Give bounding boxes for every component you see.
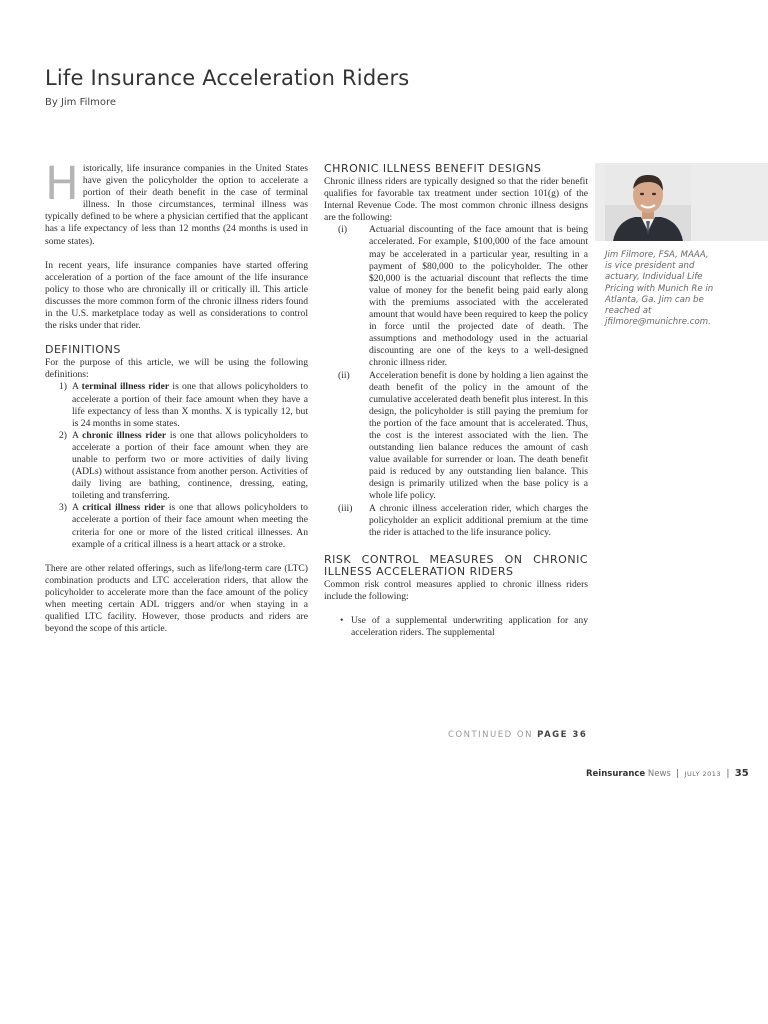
intro-paragraph-2: In recent years, life insurance companies have started offering acceleration of a portion of the face amount of the life insurance policy to those who are chronically ill or critically ill. This article discusses the more common form of the chronic illness riders found in the U.S. marketplace today as well as considerations to control the risks under that rider. xyxy=(45,259,308,332)
column-right xyxy=(324,163,588,639)
continued-page: PAGE 36 xyxy=(537,730,588,740)
footer-date: JULY 2013 xyxy=(684,770,722,778)
definition-number: 1) xyxy=(59,381,67,393)
definitions-list xyxy=(45,381,308,550)
definition-article: A xyxy=(72,381,82,393)
definitions-intro: For the purpose of this article, we will be using the following definitions: xyxy=(45,357,308,381)
definition-article: A xyxy=(72,502,83,514)
definitions-heading: DEFINITIONS xyxy=(45,343,121,357)
author-portrait-image xyxy=(605,165,691,241)
drop-cap: H xyxy=(45,157,79,210)
article-title: Life Insurance Acceleration Riders xyxy=(45,66,410,90)
design-item xyxy=(324,224,588,369)
risk-heading: RISK CONTROL MEASURES ON CHRONIC ILLNESS ACCELERATION RIDERS xyxy=(324,552,588,578)
definition-text: is one that allows policyholders to accelerate a portion of their face amount when they have a life expectancy of less than X months. X is typically 12, but is 24 months in some states. xyxy=(72,381,308,429)
definition-term: critical illness rider xyxy=(82,502,165,514)
risk-intro: Common risk control measures applied to chronic illness riders include the following: xyxy=(324,578,588,602)
design-text: Actuarial discounting of the face amount that is being accelerated. For example, $100,000 of the face amount may be accelerated in a particular year, resulting in a payment of $80,000 to the policyholder. The other $20,000 is the actuarial discount that reflects the time value of money for the benefit being paid early along with the premiums associated with the accelerated amount that would have been required to keep the policy in force until the projected date of death. The assumptions and methodology used in the actuarial discounting are one of the keys to a well-designed chronic illness rider. xyxy=(369,224,588,369)
definition-article: A xyxy=(72,429,83,441)
footer-separator: | xyxy=(726,769,730,779)
risk-bullet-text: Use of a supplemental underwriting application for any acceleration riders. The supplemental xyxy=(351,615,588,639)
footer-separator: | xyxy=(676,769,680,779)
risk-list xyxy=(324,615,588,639)
definition-item xyxy=(45,430,308,503)
definition-item xyxy=(45,381,308,429)
design-item xyxy=(324,503,588,539)
page-footer xyxy=(586,768,749,779)
byline: By Jim Filmore xyxy=(45,97,117,108)
closing-paragraph: There are other related offerings, such as life/long-term care (LTC) combination products and LTC acceleration riders, that allow the policyholder to accelerate more than the face amount of the policy when meeting certain ADL triggers and/or when staying in a qualified LTC facility. However, those products and riders are beyond the scope of this article. xyxy=(45,562,308,635)
definition-term: terminal illness rider xyxy=(81,381,170,393)
designs-intro: Chronic illness riders are typically designed so that the rider benefit qualifies for favorable tax treatment under section 101(g) of the Internal Revenue Code. The most common chronic illness designs are the following: xyxy=(324,176,588,224)
definition-item xyxy=(45,502,308,550)
intro-paragraph-1 xyxy=(45,157,308,248)
design-marker: (ii) xyxy=(338,369,350,381)
designs-heading: CHRONIC ILLNESS BENEFIT DESIGNS xyxy=(324,162,542,175)
column-left xyxy=(45,157,308,647)
design-item xyxy=(324,370,588,503)
continued-notice xyxy=(448,730,587,740)
definition-text: is one that allows policyholders to accelerate a portion of their face amount when meeting the criteria for one or more of the listed critical illnesses. An example of a critical illness is a heart attack or a stroke. xyxy=(72,502,308,550)
definition-number: 2) xyxy=(59,429,67,441)
page-number: 35 xyxy=(734,768,749,779)
design-marker: (iii) xyxy=(338,502,353,514)
author-caption: Jim Filmore, FSA, MAAA, is vice president and actuary, Individual Life Pricing with Munich Re in Atlanta, Ga. Jim can be reached at jfilmore@munichre.com. xyxy=(605,250,714,328)
definition-term: chronic illness rider xyxy=(82,429,167,441)
design-text: Acceleration benefit is done by holding a lien against the death benefit of the policy in the amount of the cumulative accelerated death benefit plus interest. In this design, the policyholder is still paying the premium for the portion of the face amount that is accelerated. Thus, the cost is the interest associated with the lien. The outstanding lien balance reduces the amount of cash value available for surrender or loan. The death benefit paid is reduced by any outstanding lien balance. This design is primarily utilized when the base policy is a whole life policy. xyxy=(369,369,588,502)
risk-bullet-marker: • xyxy=(340,615,344,626)
definition-text: is one that allows policyholders to accelerate a portion of their face amount when they are unable to perform two or more activities of daily living (ADLs) without assistance from another person. Activities of daily living are bathing, continence, dressing, eating, toileting and transferring. xyxy=(72,429,308,502)
footer-news: News xyxy=(647,769,671,779)
author-photo xyxy=(605,165,691,241)
intro-paragraph-1-text: istorically, life insurance companies in the United States have given the policyholder the option to accelerate a portion of their death benefit in the case of terminal illness. In those circumstances, terminal illness was typically defined to be where a physician certified that the applicant has a life expectancy of less than 12 months (24 months is used in some states). xyxy=(45,163,308,247)
design-marker: (i) xyxy=(338,224,348,236)
footer-brand: Reinsurance xyxy=(586,769,646,779)
definition-number: 3) xyxy=(59,502,67,514)
design-text: A chronic illness acceleration rider, which charges the policyholder an explicit additional premium at the time the rider is attached to the life insurance policy. xyxy=(369,502,588,538)
designs-list xyxy=(324,224,588,538)
risk-bullet-item xyxy=(324,615,588,639)
continued-prefix: CONTINUED ON xyxy=(448,730,538,740)
